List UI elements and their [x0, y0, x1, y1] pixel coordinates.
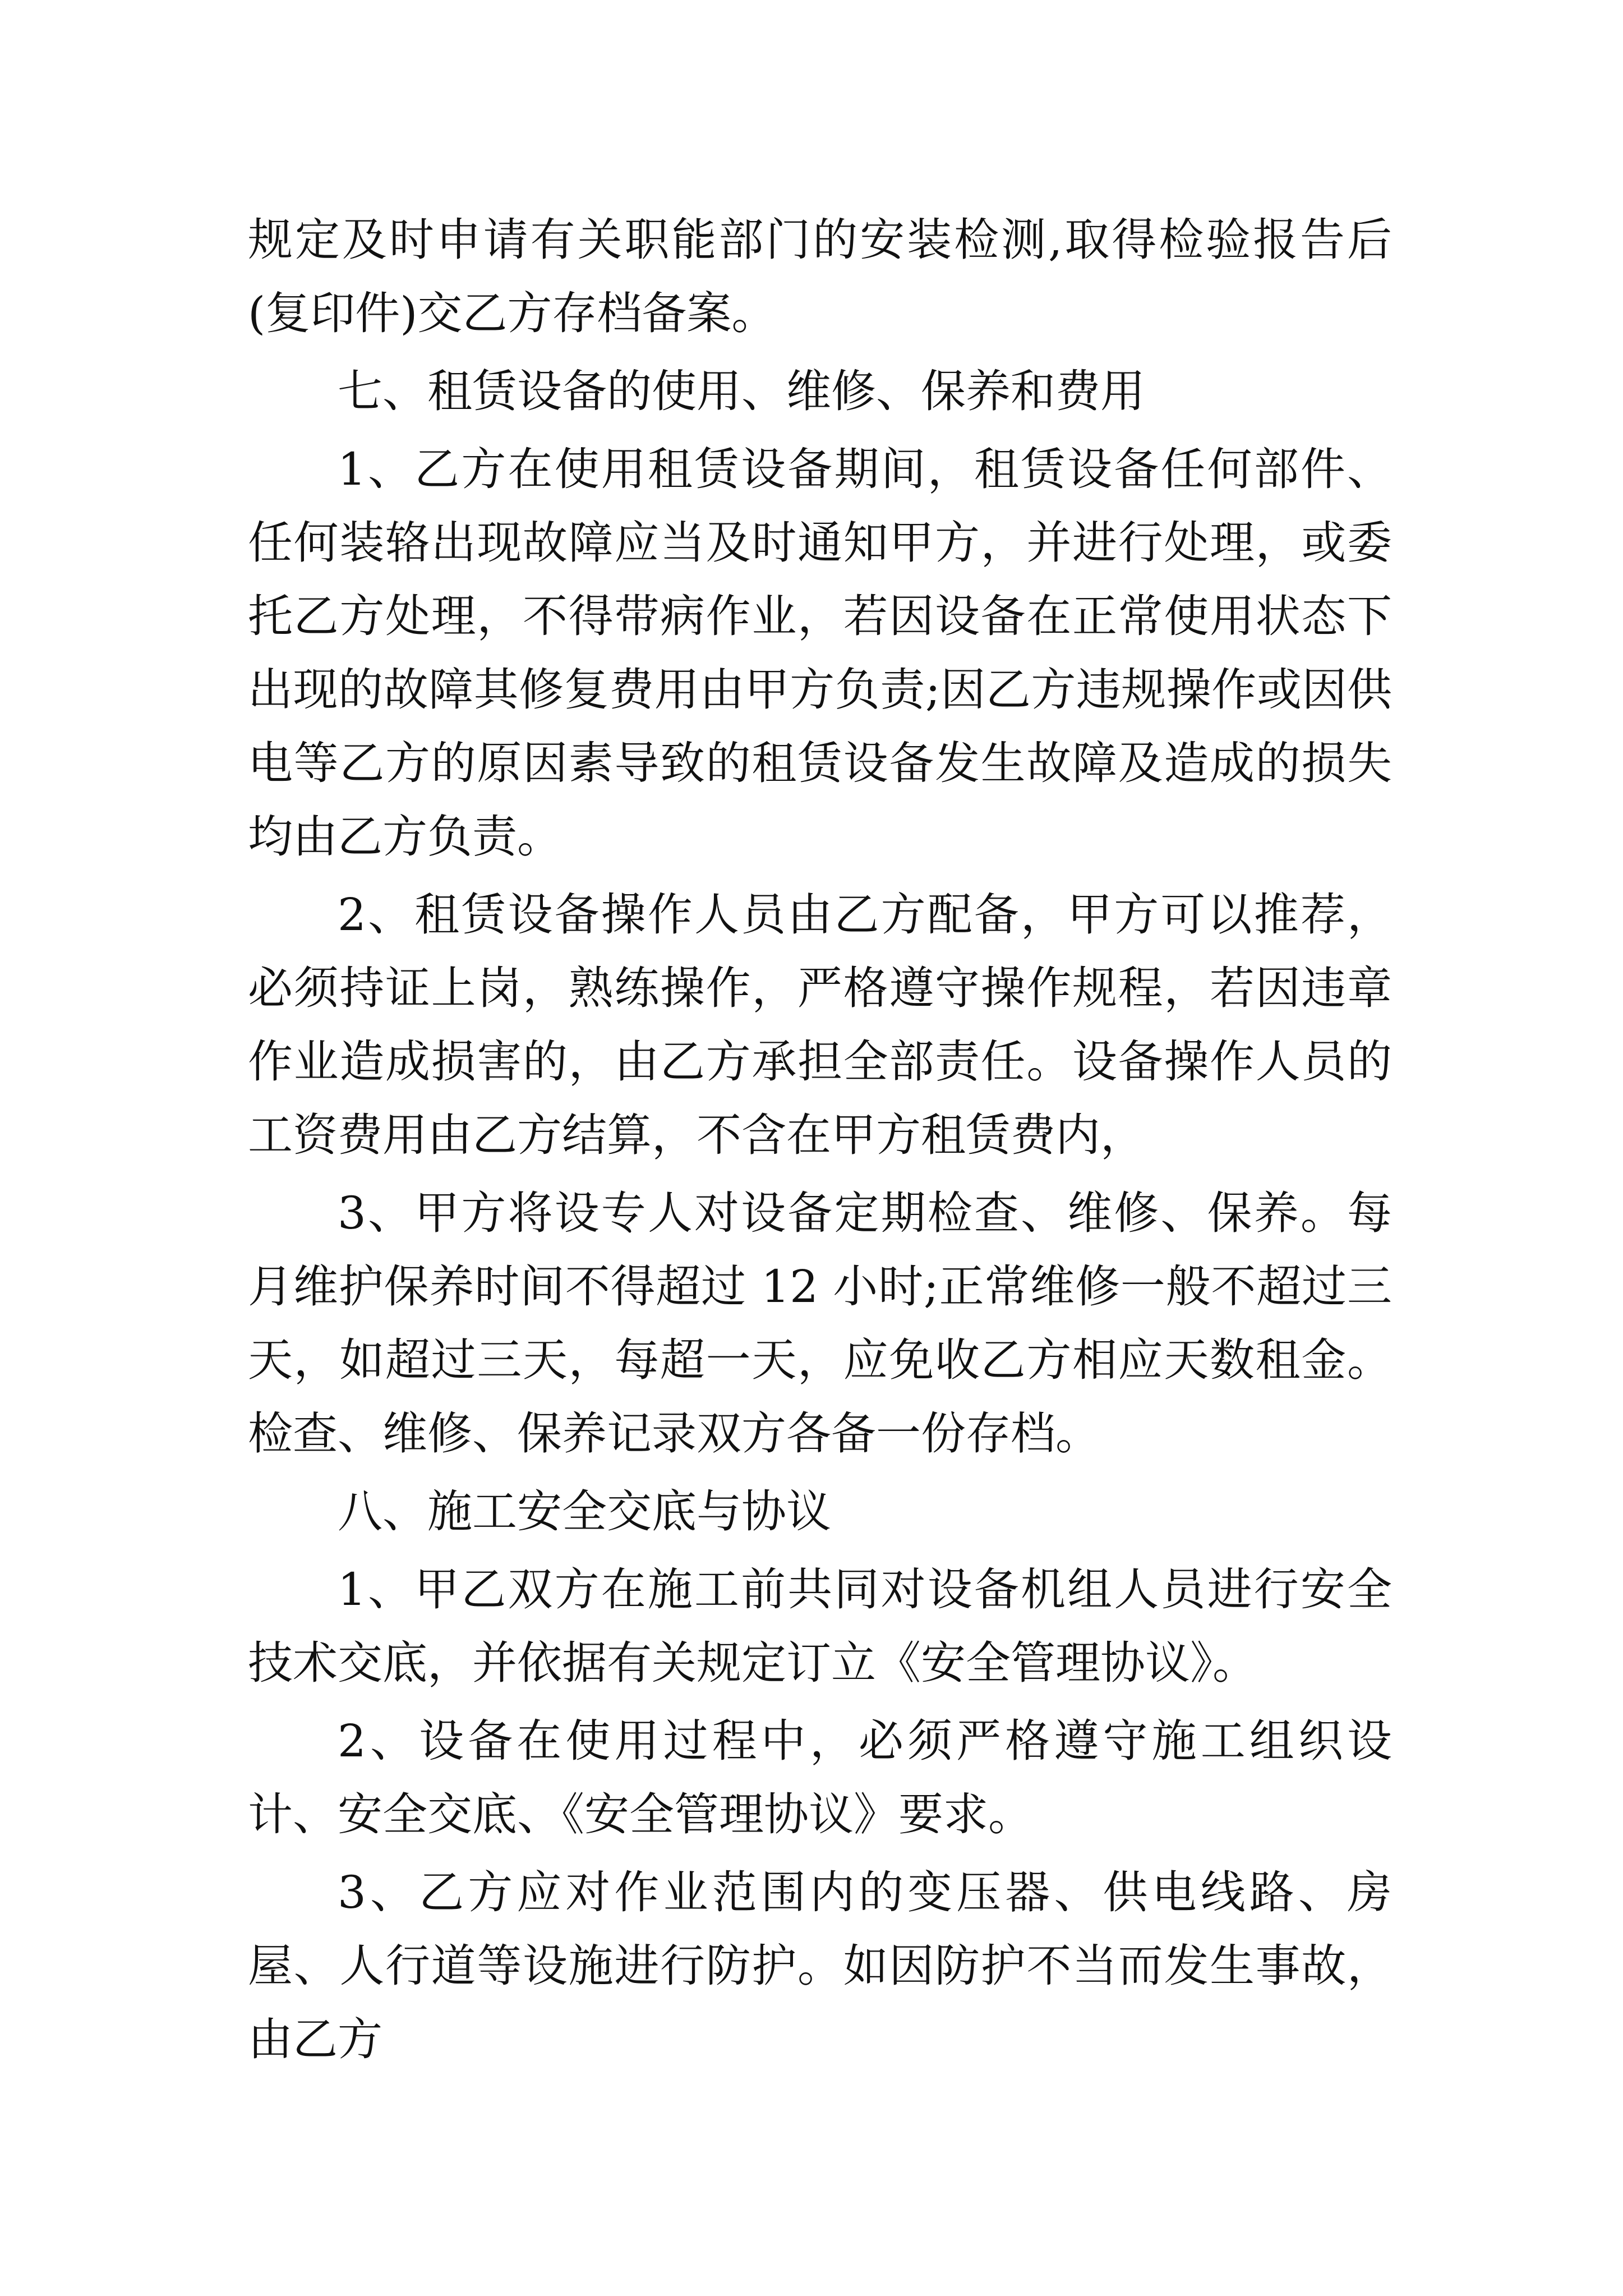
paragraph-7-2: 2、租赁设备操作人员由乙方配备，甲方可以推荐，必须持证上岗，熟练操作，严格遵守操作规程，若因违章作业造成损害的，由乙方承担全部责任。设备操作人员的工资费用由乙方结算，不含在甲方租赁费内，: [248, 889, 1392, 1161]
paragraph-8-2: 2、设备在使用过程中，必须严格遵守施工组织设计、安全交底、《安全管理协议》要求。: [248, 1715, 1392, 1841]
section-heading-7: 七、租赁设备的使用、维修、保养和费用: [338, 365, 1145, 417]
paragraph-7-3: 3、甲方将设专人对设备定期检查、维修、保养。每月维护保养时间不得超过 12 小时;正常维修一般不超过三天，如超过三天，每超一天，应免收乙方相应天数租金。检查、维修、保养记录双方各备一份存档。: [248, 1187, 1392, 1460]
paragraph-8-3: 3、乙方应对作业范围内的变压器、供电线路、房屋、人行道等设施进行防护。如因防护不当而发生事故，由乙方: [248, 1866, 1392, 2065]
paragraph-continuation: 规定及时申请有关职能部门的安装检测,取得检验报告后(复印件)交乙方存档备案。: [248, 214, 1392, 339]
document-body: [248, 203, 1392, 2076]
paragraph-8-1: 1、甲乙双方在施工前共同对设备机组人员进行安全技术交底，并依据有关规定订立《安全管理协议》。: [248, 1563, 1392, 1689]
section-heading-8: 八、施工安全交底与协议: [338, 1485, 831, 1538]
paragraph-7-1: 1、乙方在使用租赁设备期间，租赁设备任何部件、任何装辂出现故障应当及时通知甲方，并进行处理，或委托乙方处理，不得带病作业，若因设备在正常使用状态下出现的故障其修复费用由甲方负责;因乙方违规操作或因供电等乙方的原因素导致的租赁设备发生故障及造成的损失均由乙方负责。: [248, 443, 1392, 863]
